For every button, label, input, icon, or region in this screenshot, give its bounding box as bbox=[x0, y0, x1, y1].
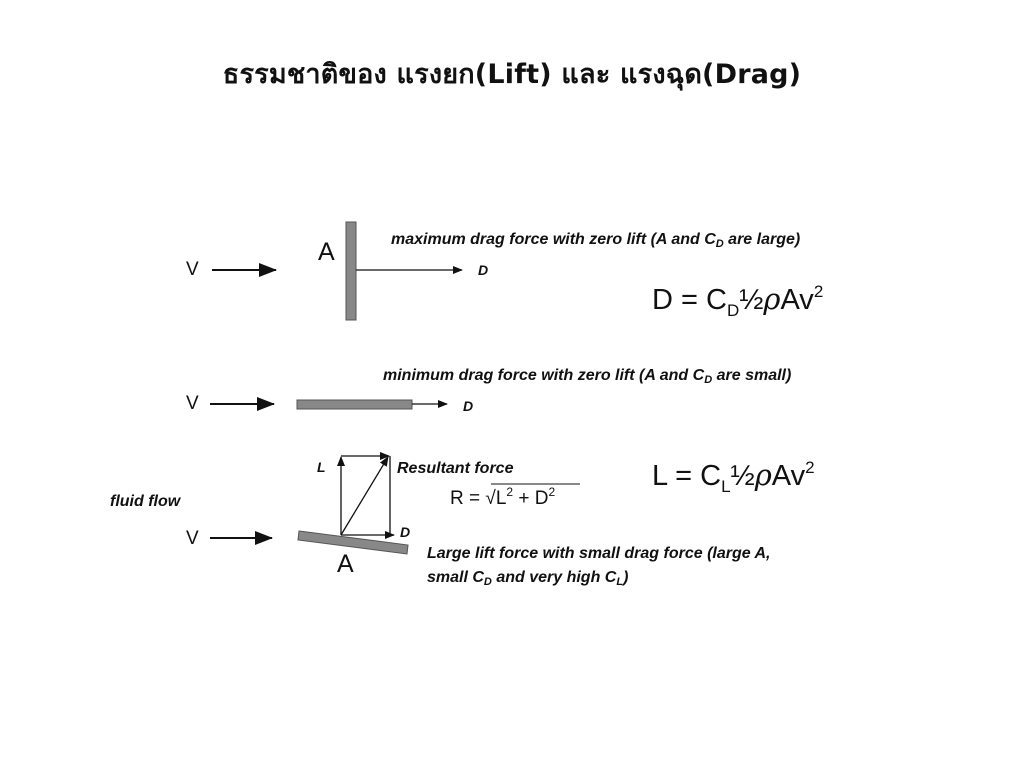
lift-l-label: L bbox=[317, 459, 326, 475]
row3-caption-line1: Large lift force with small drag force (large A, bbox=[427, 545, 771, 562]
row3-v-label: V bbox=[186, 528, 199, 549]
lift-formula-av: Av bbox=[771, 460, 806, 492]
lift-formula-eq: = C bbox=[667, 460, 722, 492]
row1-caption-sub: D bbox=[715, 238, 724, 250]
row1-caption-text: maximum drag force with zero lift (A and C bbox=[391, 231, 716, 248]
row1-caption-end: are large) bbox=[723, 231, 801, 248]
resultant-l: L bbox=[495, 488, 507, 509]
row2-caption-end: are small) bbox=[712, 367, 792, 384]
row1-caption bbox=[391, 231, 800, 250]
row3-d-label: D bbox=[400, 524, 411, 540]
drag-formula-eq: = C bbox=[672, 284, 727, 316]
row3-caption-pre: small C bbox=[427, 569, 484, 586]
row2-caption-text: minimum drag force with zero lift (A and C bbox=[383, 367, 705, 384]
slide-title: ธรรมชาติของ แรงยก(Lift) และ แรงฉุด(Drag) bbox=[222, 59, 802, 90]
radical-sign: √ bbox=[485, 488, 496, 509]
fluid-flow-label: fluid flow bbox=[110, 493, 181, 510]
resultant-force-label: Resultant force bbox=[397, 460, 514, 477]
drag-formula bbox=[652, 282, 823, 321]
row2-caption bbox=[383, 367, 791, 386]
resultant-sup1: 2 bbox=[506, 485, 514, 499]
row2-v-label: V bbox=[186, 393, 199, 414]
row2-horizontal-plate bbox=[297, 400, 412, 409]
lift-formula-rho: ρ bbox=[754, 458, 772, 492]
row3-caption-sub1: D bbox=[483, 576, 492, 588]
drag-formula-half: ½ bbox=[739, 284, 764, 316]
row3-caption-post: ) bbox=[623, 569, 629, 586]
resultant-sup2: 2 bbox=[548, 485, 556, 499]
row3-caption-line2 bbox=[427, 569, 628, 588]
lift-formula bbox=[652, 458, 815, 497]
drag-formula-rho: ρ bbox=[763, 282, 781, 316]
resultant-formula bbox=[450, 485, 555, 510]
row1-d-label: D bbox=[478, 262, 489, 278]
drag-formula-sup: 2 bbox=[813, 282, 824, 301]
resultant-lhs: R = bbox=[450, 488, 486, 509]
resultant-plus-d: + D bbox=[513, 488, 549, 509]
row2-d-label: D bbox=[463, 398, 474, 414]
row1-a-label: A bbox=[318, 238, 335, 266]
drag-formula-sub: D bbox=[726, 301, 740, 320]
row3-caption-sub2: L bbox=[616, 576, 624, 588]
row1-v-label: V bbox=[186, 259, 199, 280]
row1-vertical-plate bbox=[346, 222, 356, 320]
lift-formula-sup: 2 bbox=[805, 458, 815, 477]
drag-formula-lhs: D bbox=[652, 284, 673, 316]
resultant-arrow bbox=[341, 457, 388, 535]
lift-formula-half: ½ bbox=[730, 460, 755, 492]
row3-caption-mid: and very high C bbox=[491, 569, 617, 586]
row2-caption-sub: D bbox=[704, 374, 713, 386]
drag-formula-av: Av bbox=[780, 284, 814, 316]
row3-a-label: A bbox=[337, 550, 354, 578]
lift-formula-lhs: L bbox=[652, 460, 668, 492]
lift-formula-sub: L bbox=[721, 477, 731, 496]
